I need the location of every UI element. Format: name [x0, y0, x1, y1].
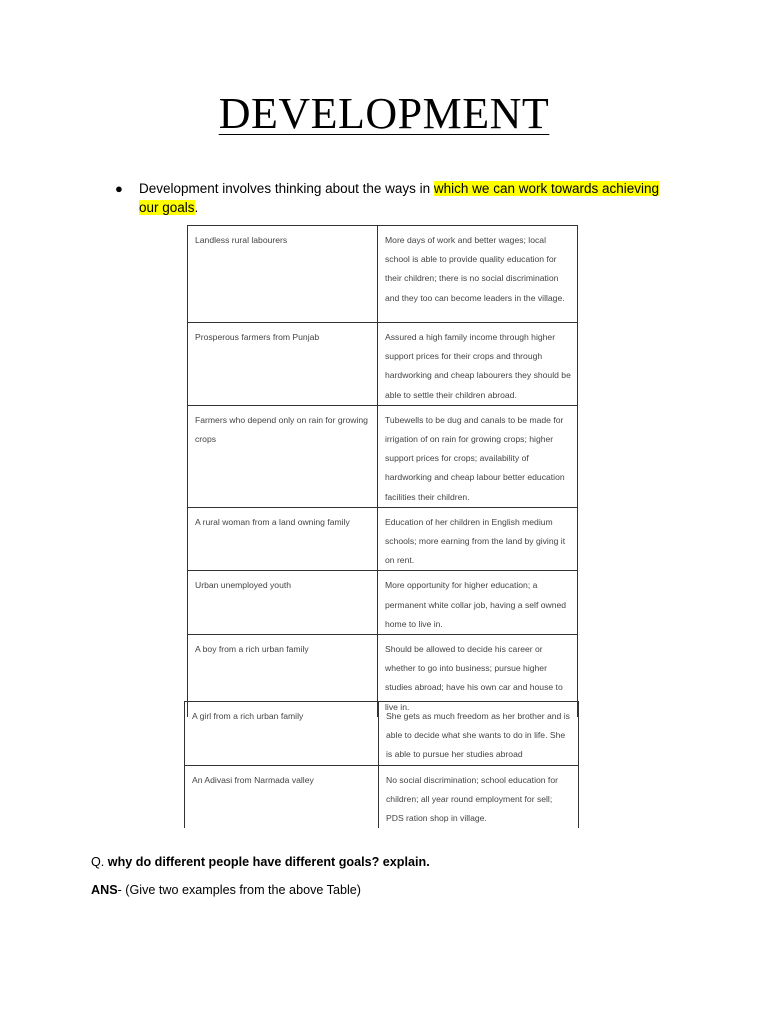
table-cell-goal: Assured a high family income through higher support prices for their crops and through hardworking and cheap labourers they should be able to settle their children abroad. — [378, 323, 578, 406]
bullet-icon: ● — [115, 181, 123, 196]
answer-prefix: ANS — [91, 883, 118, 897]
answer — [91, 883, 361, 897]
table-row — [185, 765, 579, 828]
table-cell-goal: More days of work and better wages; local school is able to provide quality education for their children; there is no social discrimination and they too can become leaders in the village. — [378, 226, 578, 323]
table-cell-group: A boy from a rich urban family — [188, 635, 378, 717]
table-cell-goal: Education of her children in English medium schools; more earning from the land by giving it on rent. — [378, 507, 578, 571]
table-cell-group: Prosperous farmers from Punjab — [188, 323, 378, 406]
table-row — [185, 702, 579, 766]
intro-end: . — [194, 200, 199, 215]
table-cell-group: A girl from a rich urban family — [185, 702, 379, 766]
answer-text: - (Give two examples from the above Table) — [117, 883, 361, 897]
table-row — [188, 405, 578, 507]
intro-text — [139, 179, 675, 217]
table-cell-goal: Tubewells to be dug and canals to be made for irrigation of on rain for growing crops; higher support prices for crops; availability of hardworking and cheap labour better education facilities their children. — [378, 405, 578, 507]
table-cell-group: An Adivasi from Narmada valley — [185, 765, 379, 828]
goals-table-1 — [187, 225, 578, 717]
intro-highlight: which we can work towards achieving our goals — [139, 181, 660, 215]
table-cell-goal: Should be allowed to decide his career or whether to go into business; pursue higher studies abroad; have his own car and house to live in. — [378, 635, 578, 717]
page-title: DEVELOPMENT — [218, 89, 550, 138]
question-prefix: Q. — [91, 855, 108, 869]
goals-table-2 — [184, 701, 579, 828]
intro-bullet — [115, 179, 675, 217]
table-row — [188, 571, 578, 635]
table-cell-goal: No social discrimination; school education for children; all year round employment for sell; PDS ration shop in village. — [379, 765, 579, 828]
table-cell-group: Farmers who depend only on rain for growing crops — [188, 405, 378, 507]
table-cell-group: A rural woman from a land owning family — [188, 507, 378, 571]
table-cell-goal: More opportunity for higher education; a permanent white collar job, having a self owned home to live in. — [378, 571, 578, 635]
intro-plain: Development involves thinking about the ways in — [139, 181, 434, 196]
table-cell-group: Urban unemployed youth — [188, 571, 378, 635]
table-row — [188, 507, 578, 571]
table-cell-goal: She gets as much freedom as her brother and is able to decide what she wants to do in life. She is able to pursue her studies abroad — [379, 702, 579, 766]
question — [91, 855, 430, 869]
table-row — [188, 226, 578, 323]
table-cell-group: Landless rural labourers — [188, 226, 378, 323]
question-text: why do different people have different goals? explain. — [107, 855, 430, 869]
table-row — [188, 323, 578, 406]
